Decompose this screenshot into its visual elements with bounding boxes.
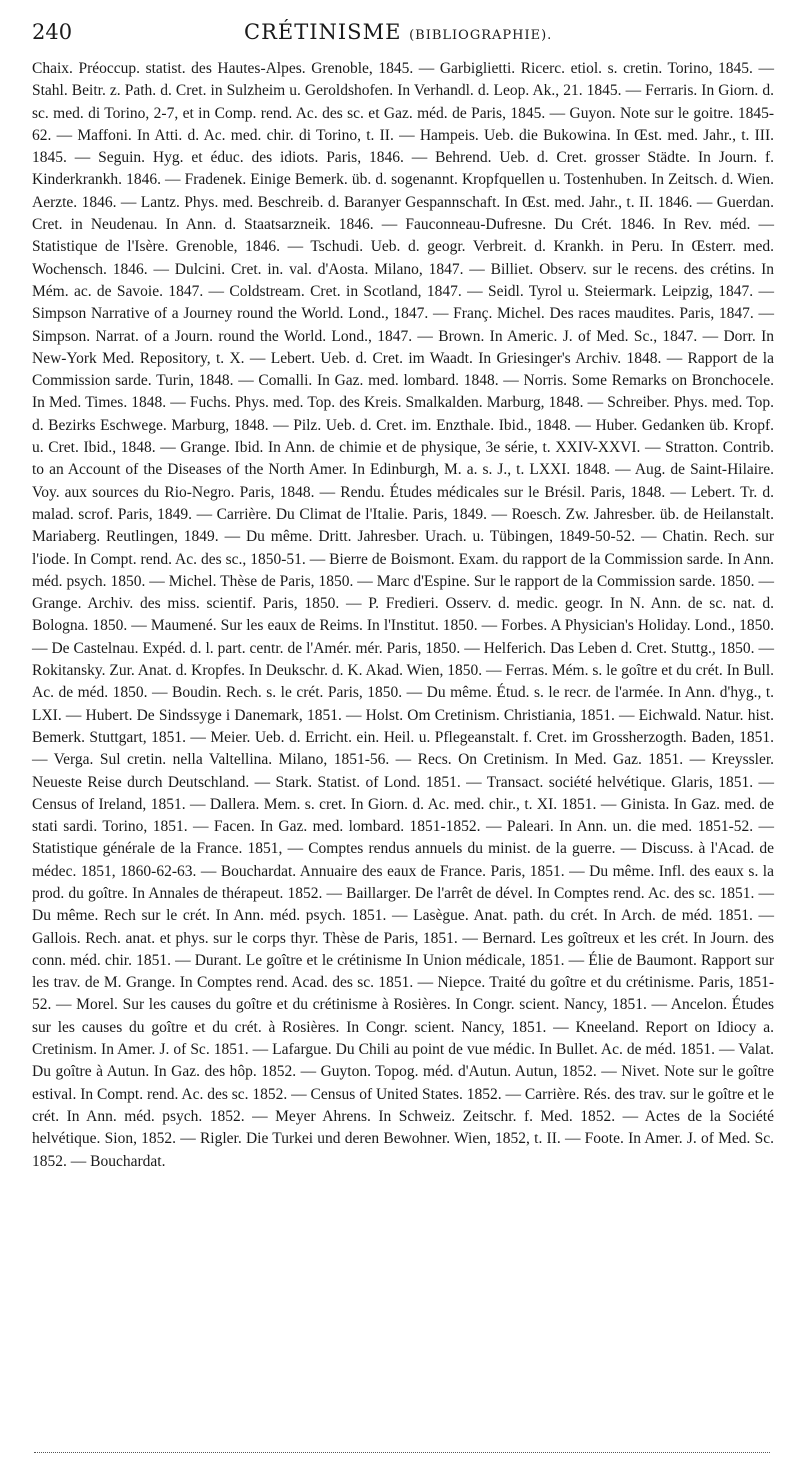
- bibliography-text: [32, 58, 774, 1173]
- page-header: [32, 20, 774, 50]
- running-title-sub: (BIBLIOGRAPHIE).: [409, 28, 553, 43]
- footer-dotted-rule: [34, 1452, 770, 1453]
- running-title: [244, 20, 552, 44]
- running-title-main: CRÉTINISME: [244, 20, 402, 44]
- page-number: 240: [32, 20, 73, 44]
- bibliography-paragraph: Chaix. Préoccup. statist. des Hautes-Alpes. Grenoble, 1845. — Garbiglietti. Ricerc. etiol. s. cretin. Torino, 1845. — Stahl. Beitr. z. Path. d. Cret. in Sulzheim u. Geroldshofen. In Verhandl. d. Leop. Ak., 21. 1845. — Ferraris. In Giorn. d. sc. med. di Torino, 2-7, et in Comp. rend. Ac. des sc. et Gaz. méd. de Paris, 1845. — Guyon. Note sur le goitre. 1845-62. — Maffoni. In Atti. d. Ac. med. chir. di Torino, t. II. — Hampeis. Ueb. die Bukowina. In Œst. med. Jahr., t. III. 1845. — Seguin. Hyg. et éduc. des idiots. Paris, 1846. — Behrend. Ueb. d. Cret. grosser Städte. In Journ. f. Kinderkrankh. 1846. — Fradenek. Einige Bemerk. üb. d. sogenannt. Kropfquellen u. Tostenhuben. In Zeitsch. d. Wien. Aerzte. 1846. — Lantz. Phys. med. Beschreib. d. Baranyer Gespannschaft. In Œst. med. Jahr., t. II. 1846. — Guerdan. Cret. in Neudenau. In Ann. d. Staatsarzneik. 1846. — Fauconneau-Dufresne. Du Crét. 1846. In Rev. méd. — Statistique de l'Isère. Grenoble, 1846. — Tschudi. Ueb. d. geogr. Verbreit. d. Krankh. in Peru. In Œsterr. med. Wochensch. 1846. — Dulcini. Cret. in. val. d'Aosta. Milano, 1847. — Billiet. Observ. sur le recens. des crétins. In Mém. ac. de Savoie. 1847. — Coldstream. Cret. in Scotland, 1847. — Seidl. Tyrol u. Steiermark. Leipzig, 1847. — Simpson Narrative of a Journey round the World. Lond., 1847. — Franç. Michel. Des races maudites. Paris, 1847. — Simpson. Narrat. of a Journ. round the World. Lond., 1847. — Brown. In Americ. J. of Med. Sc., 1847. — Dorr. In New-York Med. Repository, t. X. — Lebert. Ueb. d. Cret. im Waadt. In Griesinger's Archiv. 1848. — Rapport de la Commission sarde. Turin, 1848. — Comalli. In Gaz. med. lombard. 1848. — Norris. Some Remarks on Bronchocele. In Med. Times. 1848. — Fuchs. Phys. med. Top. des Kreis. Smalkalden. Marburg, 1848. — Schreiber. Phys. med. Top. d. Bezirks Eschwege. Marburg, 1848. — Pilz. Ueb. d. Cret. im. Enzthale. Ibid., 1848. — Huber. Gedanken üb. Kropf. u. Cret. Ibid., 1848. — Grange. Ibid. In Ann. de chimie et de physique, 3e série, t. XXIV-XXVI. — Stratton. Contrib. to an Account of the Diseases of the North Amer. In Edinburgh, M. a. s. J., t. LXXI. 1848. — Aug. de Saint-Hilaire. Voy. aux sources du Rio-Negro. Paris, 1848. — Rendu. Études médicales sur le Brésil. Paris, 1848. — Lebert. Tr. d. malad. scrof. Paris, 1849. — Carrière. Du Climat de l'Italie. Paris, 1849. — Roesch. Zw. Jahresber. üb. de Heilanstalt. Mariaberg. Reutlingen, 1849. — Du même. Dritt. Jahresber. Urach. u. Tübingen, 1849-50-52. — Chatin. Rech. sur l'iode. In Compt. rend. Ac. des sc., 1850-51. — Bierre de Boismont. Exam. du rapport de la Commission sarde. In Ann. méd. psych. 1850. — Michel. Thèse de Paris, 1850. — Marc d'Espine. Sur le rapport de la Commission sarde. 1850. — Grange. Archiv. des miss. scientif. Paris, 1850. — P. Fredieri. Osserv. d. medic. geogr. In N. Ann. de sc. nat. d. Bologna. 1850. — Maumené. Sur les eaux de Reims. In l'Institut. 1850. — Forbes. A Physician's Holiday. Lond., 1850. — De Castelnau. Expéd. d. l. part. centr. de l'Amér. mér. Paris, 1850. — Helferich. Das Leben d. Cret. Stuttg., 1850. — Rokitansky. Zur. Anat. d. Kropfes. In Deukschr. d. K. Akad. Wien, 1850. — Ferras. Mém. s. le goître et du crét. In Bull. Ac. de méd. 1850. — Boudin. Rech. s. le crét. Paris, 1850. — Du même. Étud. s. le recr. de l'armée. In Ann. d'hyg., t. LXI. — Hubert. De Sindssyge i Danemark, 1851. — Holst. Om Cretinism. Christiania, 1851. — Eichwald. Natur. hist. Bemerk. Stuttgart, 1851. — Meier. Ueb. d. Erricht. ein. Heil. u. Pflegeanstalt. f. Cret. im Grossherzogth. Baden, 1851. — Verga. Sul cretin. nella Valtellina. Milano, 1851-56. — Recs. On Cretinism. In Med. Gaz. 1851. — Kreyssler. Neueste Reise durch Deutschland. — Stark. Statist. of Lond. 1851. — Transact. société helvétique. Glaris, 1851. — Census of Ireland, 1851. — Dallera. Mem. s. cret. In Giorn. d. Ac. med. chir., t. XI. 1851. — Ginista. In Gaz. med. de stati sardi. Torino, 1851. — Facen. In Gaz. med. lombard. 1851-1852. — Paleari. In Ann. un. die med. 1851-52. — Statistique générale de la France. 1851, — Comptes rendus annuels du minist. de la guerre. — Discuss. à l'Acad. de médec. 1851, 1860-62-63. — Bouchardat. Annuaire des eaux de France. Paris, 1851. — Du même. Infl. des eaux s. la prod. du goître. In Annales de thérapeut. 1852. — Baillarger. De l'arrêt de dével. In Comptes rend. Ac. des sc. 1851. — Du même. Rech sur le crét. In Ann. méd. psych. 1851. — Lasègue. Anat. path. du crét. In Arch. de méd. 1851. — Gallois. Rech. anat. et phys. sur le corps thyr. Thèse de Paris, 1851. — Bernard. Les goîtreux et les crét. In Journ. des conn. méd. chir. 1851. — Durant. Le goître et le crétinisme In Union médicale, 1851. — Élie de Baumont. Rapport sur les trav. de M. Grange. In Comptes rend. Acad. des sc. 1851. — Niepce. Traité du goître et du crétinisme. Paris, 1851-52. — Morel. Sur les causes du goître et du crétinisme à Rosières. In Congr. scient. Nancy, 1851. — Ancelon. Études sur les causes du goître et du crét. à Rosières. In Congr. scient. Nancy, 1851. — Kneeland. Report on Idiocy a. Cretinism. In Amer. J. of Sc. 1851. — Lafargue. Du Chili au point de vue médic. In Bullet. Ac. de méd. 1851. — Valat. Du goître à Autun. In Gaz. des hôp. 1852. — Guyton. Topog. méd. d'Autun. Autun, 1852. — Nivet. Note sur le goître estival. In Compt. rend. Ac. des sc. 1852. — Census of United States. 1852. — Carrière. Rés. des trav. sur le goître et le crét. In Ann. méd. psych. 1852. — Meyer Ahrens. In Schweiz. Zeitschr. f. Med. 1852. — Actes de la Société helvétique. Sion, 1852. — Rigler. Die Turkei und deren Bewohner. Wien, 1852, t. II. — Foote. In Amer. J. of Med. Sc. 1852. — Bouchardat.: [32, 60, 774, 1170]
